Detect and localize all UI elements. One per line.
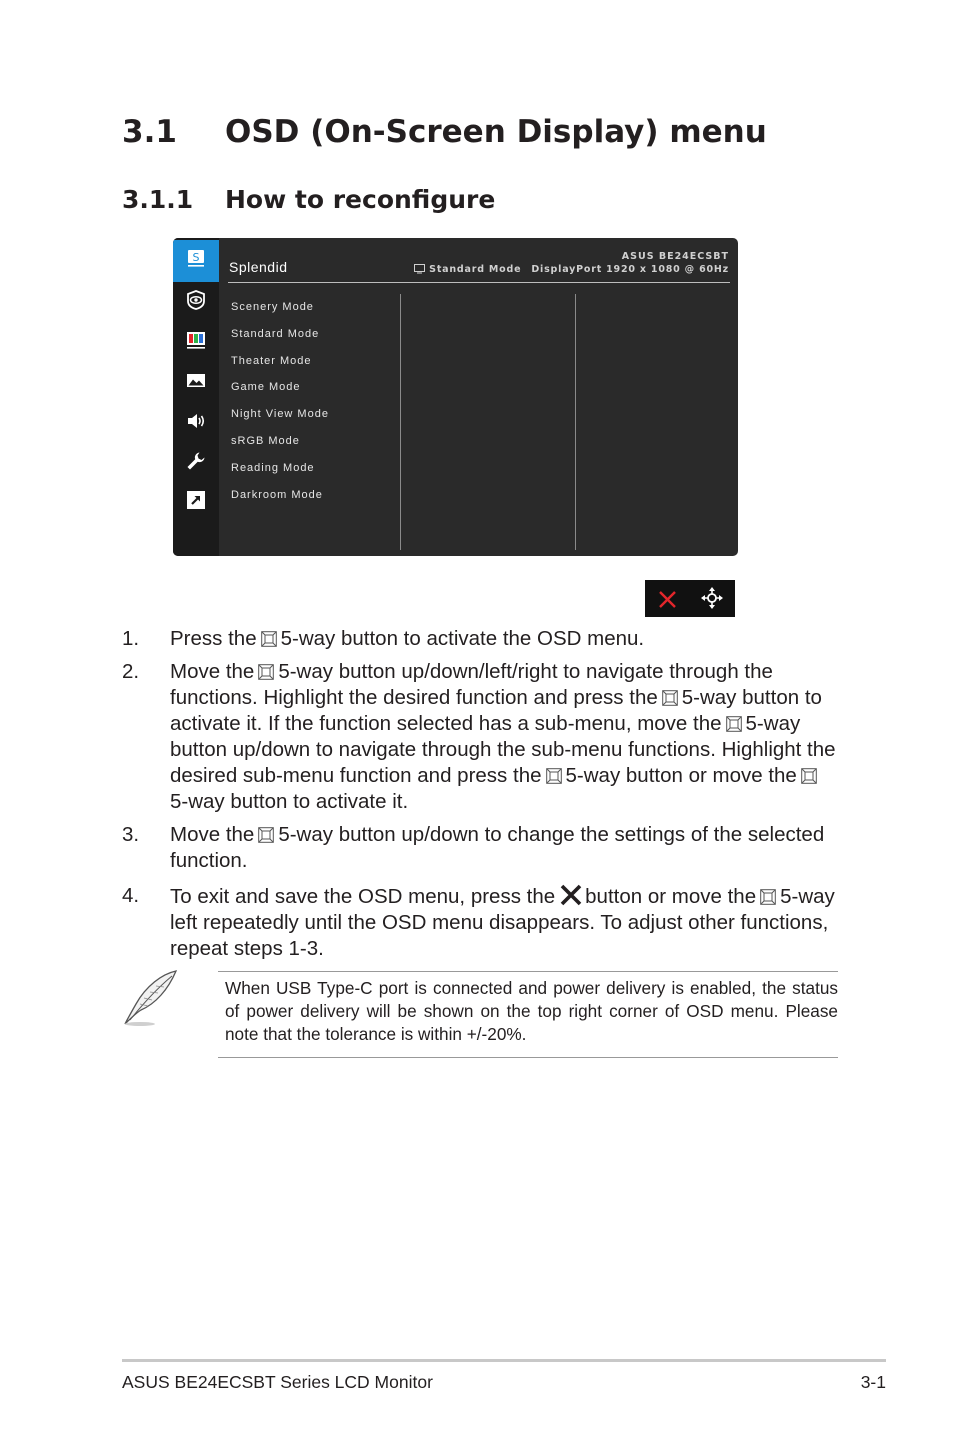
osd-mode-status: Standard Mode [429,264,522,275]
monitor-icon [414,264,425,274]
note-bottom-rule [218,1057,838,1058]
subsection-title: How to reconfigure [225,185,496,214]
footer-title: ASUS BE24ECSBT Series LCD Monitor [122,1372,433,1392]
osd-item-standard-mode[interactable]: Standard Mode [231,327,320,340]
step-text: Press the [170,627,257,650]
step-text: Move the [170,823,255,846]
color-icon[interactable] [186,330,206,350]
section-title: OSD (On-Screen Display) menu [225,114,767,150]
five-way-button-icon [546,768,562,784]
osd-item-scenery-mode[interactable]: Scenery Mode [231,301,314,313]
step-text: left repeatedly until the OSD menu disappears. To adjust other functions, [170,911,829,934]
page-number: 3-1 [860,1372,886,1392]
osd-item-darkroom-mode[interactable]: Darkroom Mode [231,488,323,501]
osd-model: ASUS BE24ECSBT [621,251,729,262]
note-text: When USB Type-C port is connected and power delivery is enabled, the status of power delivery will be shown on the top right corner of OSD menu. Please note that the tolerance is within +/-20%. [225,978,838,1044]
osd-sidebar [173,238,219,556]
step-text: button or move the [585,885,757,908]
five-way-button-icon [662,690,678,706]
step-text: activate it. If the function selected has a sub-menu, move the [170,712,722,735]
osd-header-divider [228,282,730,283]
osd-item-theater-mode[interactable]: Theater Mode [231,354,312,367]
shortcut-icon[interactable] [186,490,206,510]
osd-column-divider-1 [400,294,401,550]
step-text: 5-way button to activate it. [170,790,409,813]
step-text: 5-way button up/down/left/right to navigate through the [278,660,773,683]
step-number: 1. [122,627,140,650]
five-way-button-icon [760,889,776,905]
osd-status-bar [414,264,729,275]
osd-signal-status: DisplayPort 1920 x 1080 @ 60Hz [531,264,729,275]
step-text: 5-way button to activate the OSD menu. [280,627,645,650]
eye-care-icon[interactable] [186,290,206,310]
splendid-letter: S [192,251,200,264]
five-way-navigate-icon[interactable] [700,586,724,610]
osd-mode-list [231,300,329,514]
step-text: functions. Highlight the desired function and press the [170,686,658,709]
step-text: button up/down to navigate through the sub-menu functions. Highlight the [170,738,836,761]
section-heading [122,114,767,150]
note-quill-icon [122,968,180,1028]
footer-rule [122,1359,886,1362]
step-text: 5-way button to [681,686,822,709]
five-way-button-icon [258,664,274,680]
step-text: function. [170,849,248,872]
osd-title: Splendid [229,259,288,275]
step-text: To exit and save the OSD menu, press the [170,885,556,908]
close-icon[interactable] [658,590,677,609]
step-text: 5-way [745,712,801,735]
section-number: 3.1 [122,114,177,150]
osd-control-buttons [645,580,735,617]
step-text: 5-way button up/down to change the settings of the selected [278,823,825,846]
step-number: 4. [122,884,140,907]
subsection-number: 3.1.1 [122,185,194,214]
osd-item-reading-mode[interactable]: Reading Mode [231,461,315,474]
osd-menu-figure [173,238,738,556]
step-number: 2. [122,660,140,683]
note-top-rule [218,971,838,972]
system-setup-icon[interactable] [186,451,206,471]
close-button-icon [559,883,583,907]
sound-icon[interactable] [186,411,206,431]
step-text: 5-way [780,885,835,908]
five-way-button-icon [801,768,817,784]
subsection-heading [122,185,495,214]
osd-item-game-mode[interactable]: Game Mode [231,381,301,394]
step-text: Move the [170,660,255,683]
five-way-button-icon [261,631,277,647]
splendid-icon[interactable] [186,248,206,268]
step-text: desired sub-menu function and press the [170,764,542,787]
five-way-button-icon [726,716,742,732]
step-number: 3. [122,823,140,846]
osd-column-divider-2 [575,294,576,550]
osd-item-srgb-mode[interactable]: sRGB Mode [231,434,300,447]
step-text: 5-way button or move the [565,764,797,787]
image-icon[interactable] [186,371,206,391]
osd-item-night-view-mode[interactable]: Night View Mode [231,408,329,421]
five-way-button-icon [258,827,274,843]
step-text: repeat steps 1-3. [170,937,324,960]
